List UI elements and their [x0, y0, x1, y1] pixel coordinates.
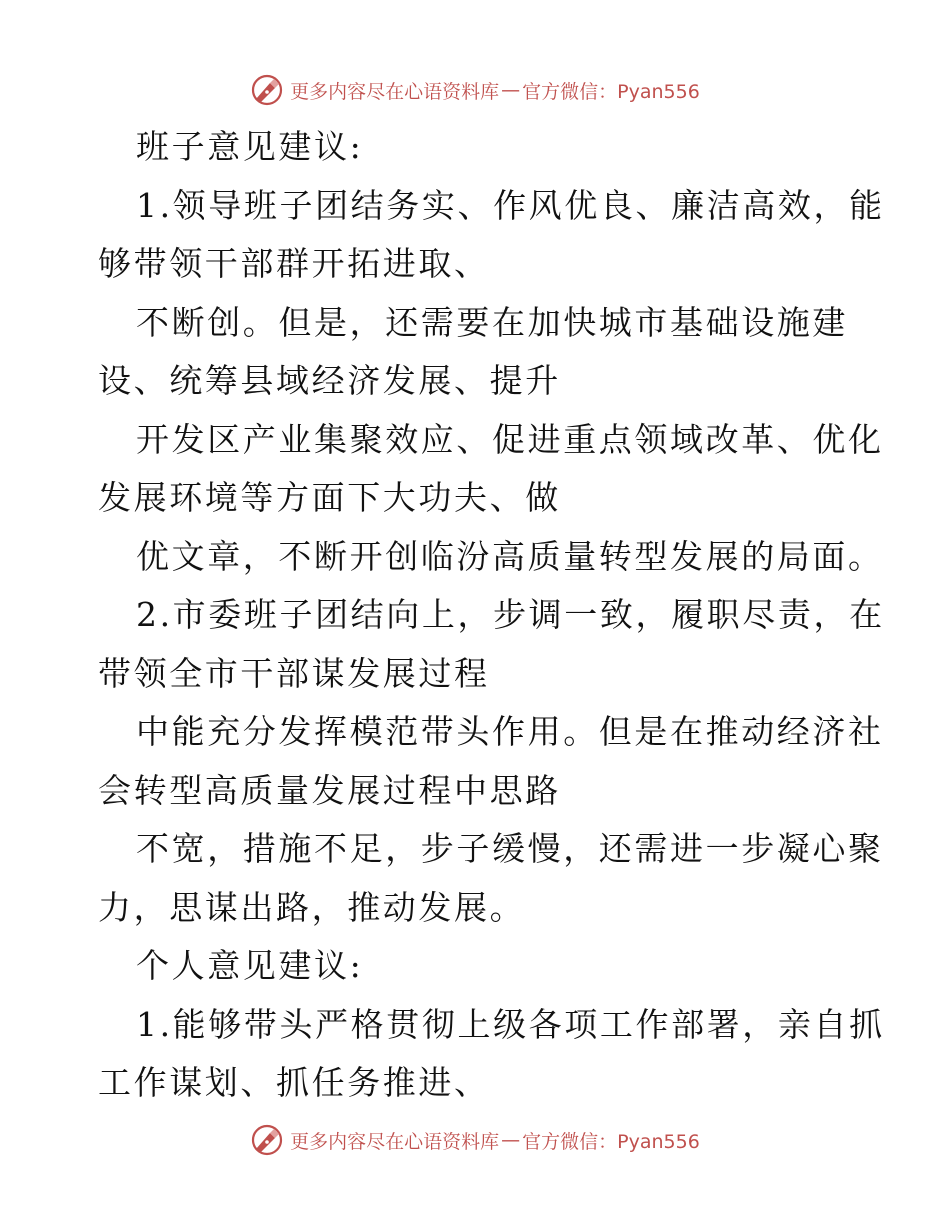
- pen-nib-logo-icon: [250, 1123, 284, 1157]
- banner-wechat: 官方微信：Pyan556: [522, 1130, 700, 1153]
- paragraph-line: 优文章，不断开创临汾高质量转型发展的局面。: [136, 536, 884, 576]
- document-body: [98, 118, 885, 1113]
- pen-nib-logo-icon: [250, 73, 284, 107]
- banner-text: 更多内容尽在心语资料库: [290, 80, 500, 103]
- banner-separator: —: [501, 79, 521, 101]
- banner-wechat: 官方微信：Pyan556: [522, 80, 700, 103]
- paragraph-line: 不宽，措施不足，步子缓慢，还需进一步凝心聚: [136, 829, 884, 868]
- footer-watermark-banner: [0, 1120, 950, 1160]
- paragraph-line: 中能充分发挥模范带头作用。但是在推动经济社: [136, 712, 884, 751]
- banner-text: 更多内容尽在心语资料库: [290, 1130, 500, 1153]
- header-watermark-banner: [0, 70, 950, 110]
- paragraph-line: 发展环境等方面下大功夫、做: [98, 478, 561, 517]
- paragraph-line: 会转型高质量发展过程中思路: [98, 770, 561, 810]
- paragraph-line: 2.市委班子团结向上，步调一致，履职尽责，在: [136, 595, 885, 634]
- banner-separator: —: [501, 1129, 521, 1151]
- paragraph-line: 设、统筹县域经济发展、提升: [98, 361, 561, 400]
- paragraph-line: 带领全市干部谋发展过程: [98, 653, 490, 693]
- paragraph-line: 够带领干部群开拓进取、: [98, 244, 490, 283]
- paragraph-line: 力，思谋出路，推动发展。: [98, 887, 526, 927]
- paragraph-line: 不断创。但是，还需要在加快城市基础设施建: [136, 302, 848, 342]
- paragraph-line: 工作谋划、抓任务推进、: [98, 1063, 490, 1102]
- paragraph-line: 1.能够带头严格贯彻上级各项工作部署，亲自抓: [136, 1004, 885, 1044]
- paragraph-line: 开发区产业集聚效应、促进重点领域改革、优化: [136, 419, 884, 459]
- paragraph-line: 个人意见建议:: [136, 946, 364, 985]
- paragraph-line: 1.领导班子团结务实、作风优良、廉洁高效，能: [136, 185, 885, 225]
- paragraph-line: 班子意见建议:: [136, 127, 364, 166]
